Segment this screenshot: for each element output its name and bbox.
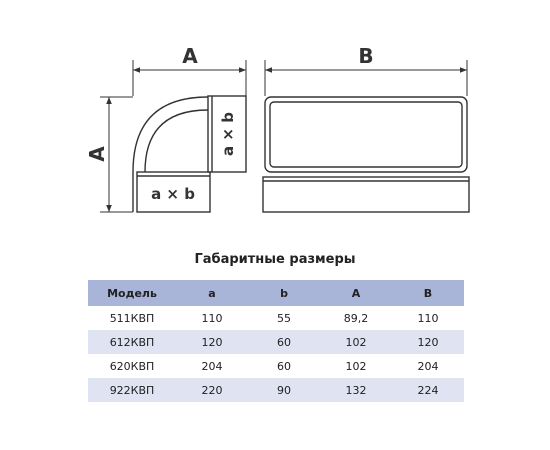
table-header-row [88, 280, 464, 306]
table-cell: 110 [176, 306, 248, 330]
column-header: b [248, 280, 320, 306]
table-cell: 511КВП [88, 306, 176, 330]
straight-duct-inner [270, 102, 462, 167]
elbow-outer-arc [133, 97, 208, 172]
dimensions-table [88, 280, 464, 402]
column-header: a [176, 280, 248, 306]
table-cell: 60 [248, 330, 320, 354]
table-cell: 204 [392, 354, 464, 378]
table-cell: 90 [248, 378, 320, 402]
table-cell: 55 [248, 306, 320, 330]
elbow-inner-arc [145, 110, 208, 172]
table-row [88, 354, 464, 378]
table-cell: 612КВП [88, 330, 176, 354]
table-cell: 60 [248, 354, 320, 378]
table-cell: 224 [392, 378, 464, 402]
table-cell: 204 [176, 354, 248, 378]
elbow-width-label: A [182, 44, 198, 68]
table-cell: 102 [320, 354, 392, 378]
table-title: Габаритные размеры [194, 252, 356, 267]
elbow-height-label: A [85, 146, 109, 162]
column-header: B [392, 280, 464, 306]
table-row [88, 306, 464, 330]
table-cell: 110 [392, 306, 464, 330]
table-cell: 89,2 [320, 306, 392, 330]
table-cell: 132 [320, 378, 392, 402]
column-header: Модель [88, 280, 176, 306]
table-cell: 620КВП [88, 354, 176, 378]
straight-length-label: B [358, 44, 374, 68]
table-row [88, 330, 464, 354]
table-cell: 120 [176, 330, 248, 354]
straight-duct-drawing [263, 97, 469, 212]
table-cell: 922КВП [88, 378, 176, 402]
straight-duct-socket [263, 177, 469, 212]
table-cell: 102 [320, 330, 392, 354]
table-cell: 220 [176, 378, 248, 402]
elbow-outlet-label: a × b [219, 112, 237, 156]
table-row [88, 378, 464, 402]
table-cell: 120 [392, 330, 464, 354]
column-header: A [320, 280, 392, 306]
elbow-inlet-label: a × b [151, 185, 195, 203]
straight-duct-body [265, 97, 467, 172]
